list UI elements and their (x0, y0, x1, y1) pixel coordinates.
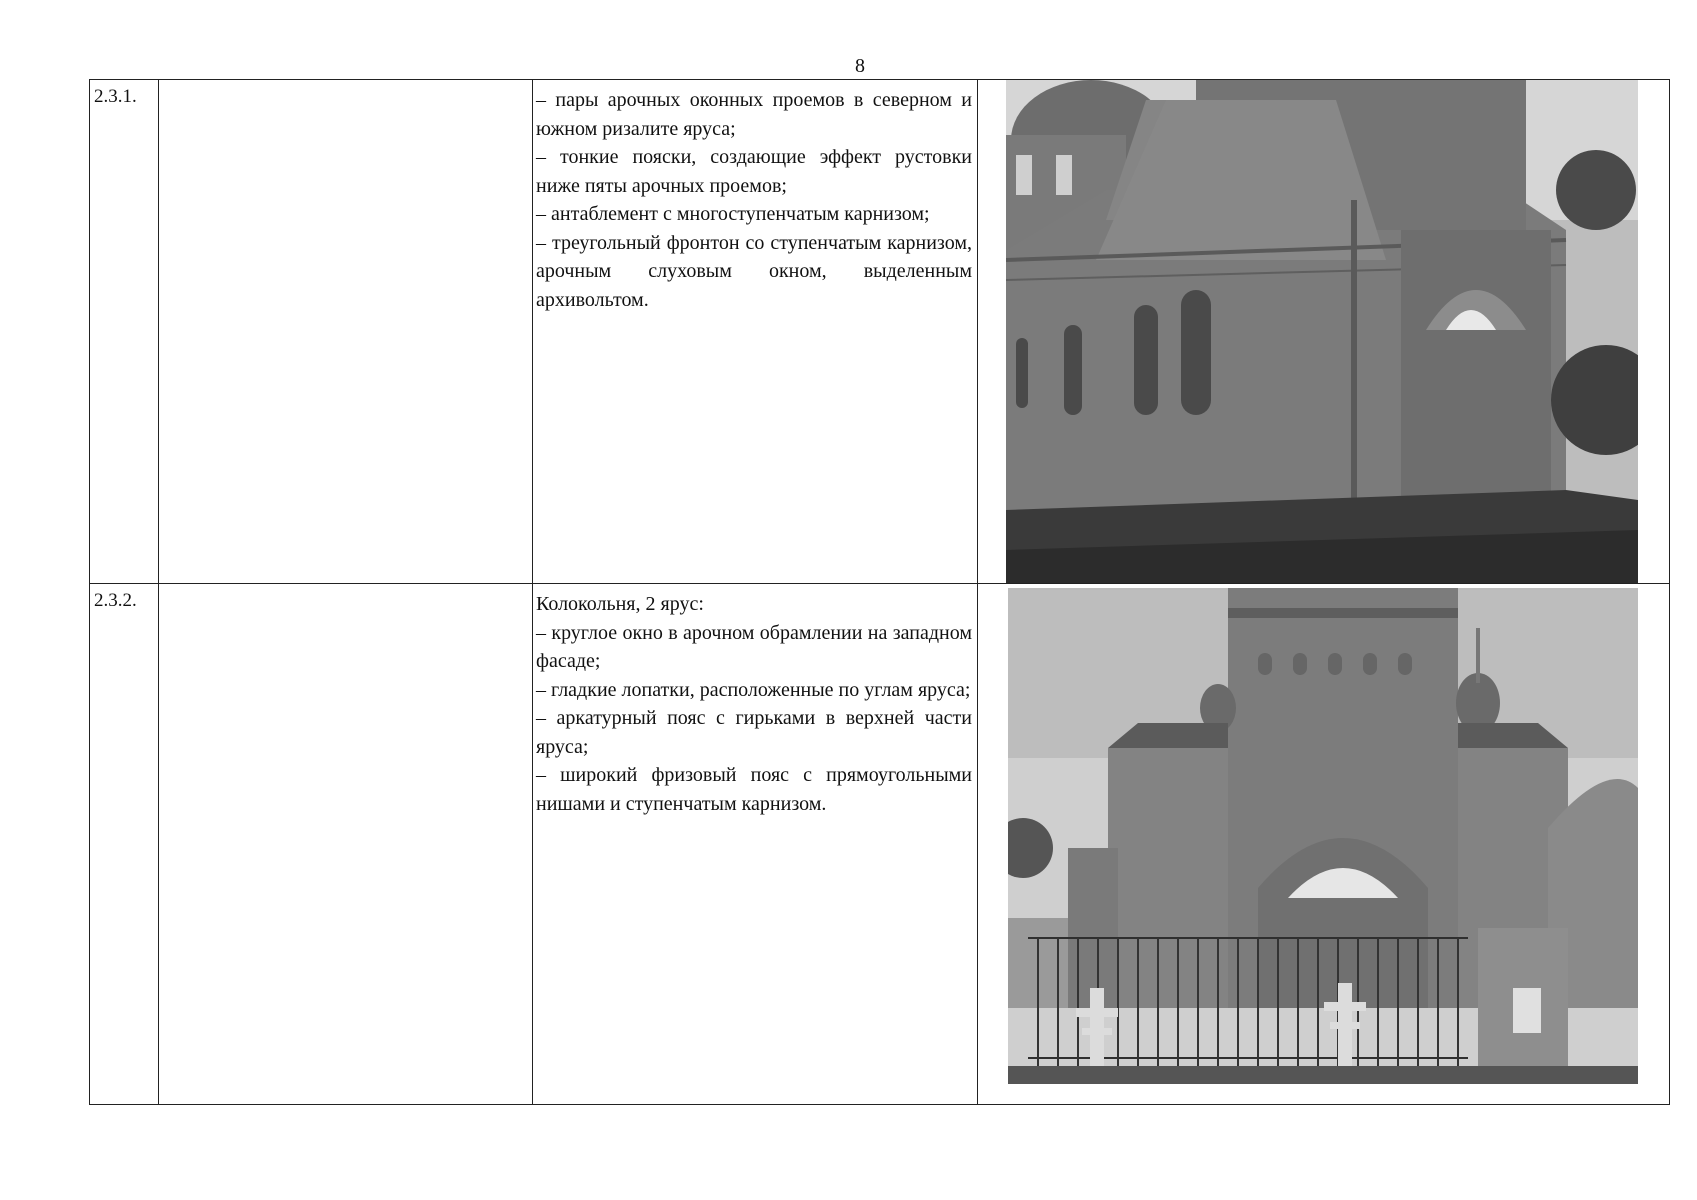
description-cell (533, 80, 978, 584)
list-item: – треугольный фронтон со ступенчатым карнизом, арочным слуховым окном, выделенным архивольтом. (536, 231, 972, 311)
list-item: – гладкие лопатки, расположенные по углам яруса; (536, 678, 971, 701)
empty-cell (159, 80, 533, 584)
table-row (90, 584, 1670, 1105)
photo-cell (978, 80, 1670, 584)
row-number: 2.3.1. (90, 80, 159, 584)
list-item: – аркатурный пояс с гирьками в верхней части яруса; (536, 707, 972, 758)
document-table (89, 79, 1670, 1105)
list-item: – тонкие пояски, создающие эффект рустовки ниже пяты арочных проемов; (536, 146, 972, 197)
list-heading: Колокольня, 2 ярус: (536, 593, 704, 615)
empty-cell (159, 584, 533, 1105)
list-item: – антаблемент с многоступенчатым карнизом; (536, 203, 930, 225)
description-cell (533, 584, 978, 1105)
list-item: – пары арочных оконных проемов в северном и южном ризалите яруса; (536, 89, 972, 140)
list-item: – широкий фризовый пояс с прямоугольными нишами и ступенчатым карнизом. (536, 764, 972, 815)
bell-tower-photo (1008, 588, 1638, 1084)
row-number: 2.3.2. (90, 584, 159, 1105)
table-row (90, 80, 1670, 584)
page-number: 8 (855, 55, 865, 77)
church-photo (1006, 80, 1638, 583)
list-item: – круглое окно в арочном обрамлении на западном фасаде; (536, 621, 972, 672)
photo-cell (978, 584, 1670, 1105)
